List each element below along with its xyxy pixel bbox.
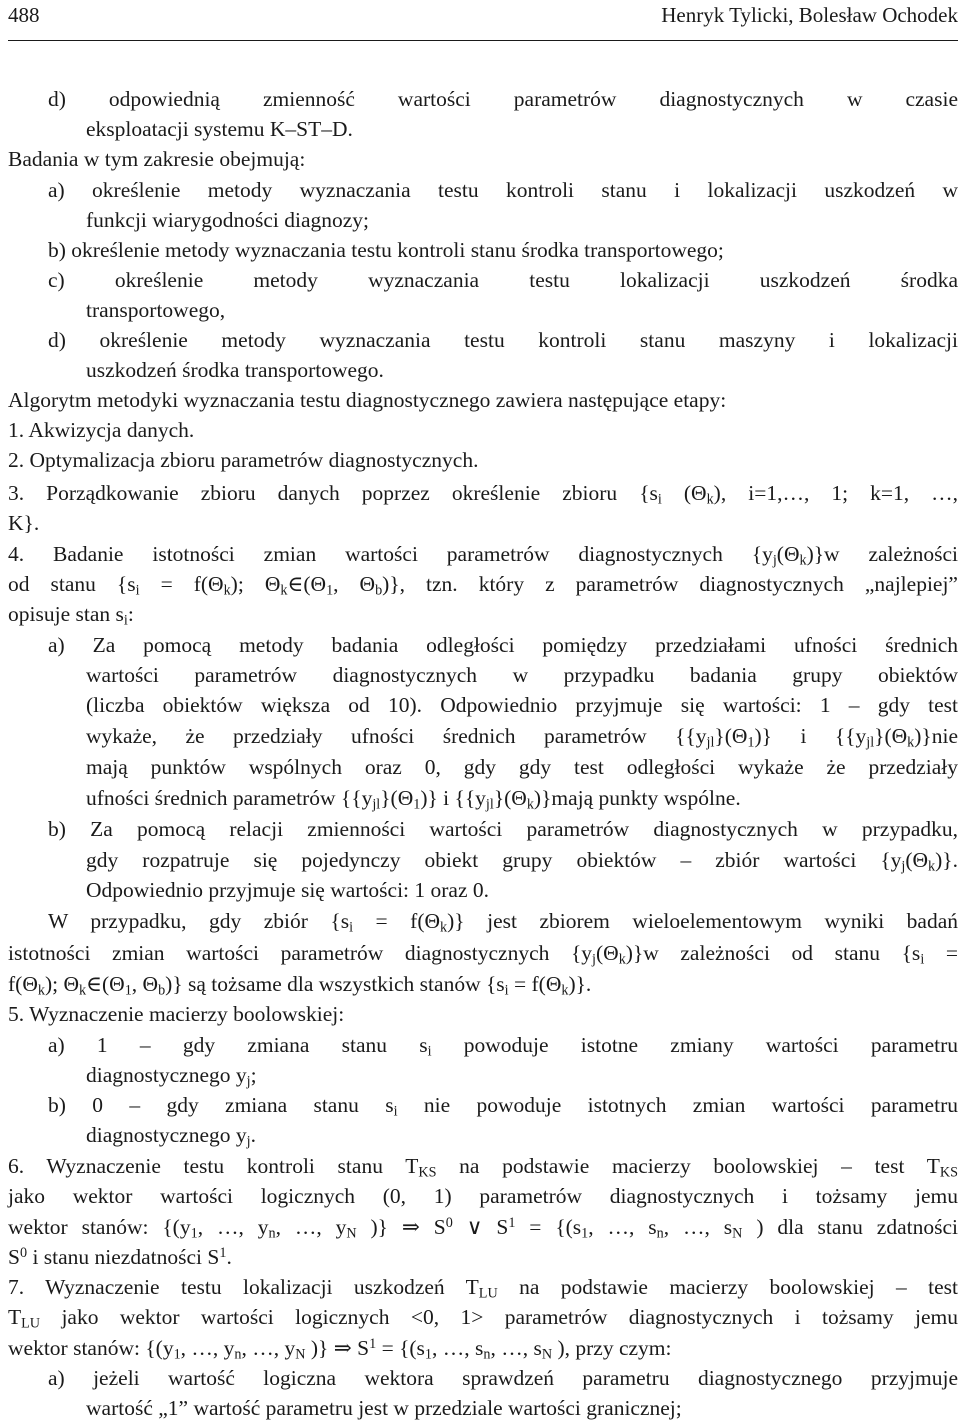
running-header [8,0,958,41]
text-line: mają punktów wspólnych oraz 0, gdy gdy test odległości wykaże że przedziały [86,755,958,779]
text-line: d) określenie metody wyznaczania testu kontroli stanu maszyny i lokalizacji [48,328,958,352]
text-line: W przypadku, gdy zbiór $\{s_i = f(\Theta_k)\}$ jest zbiorem wieloelementowym wyniki badań [48,909,958,936]
text-line: a) określenie metody wyznaczania testu kontroli stanu i lokalizacji uszkodzeń w [48,178,958,202]
text-line: ufności średnich parametrów $\{\{y_{jl}\}(\Theta_1)\}$ i $\{\{y_{jl}\}(\Theta_k)\}mają$ punkty wspólne. [86,786,741,813]
text-line: 4. Badanie istotności zmian wartości parametrów diagnostycznych $\{y_j(\Theta_k)\}w$ zależności [8,542,958,569]
text-line: 3. Porządkowanie zbioru danych poprzez określenie zbioru {$s_i$ $(\Theta_k)$, i=1,…, 1; k=1, …, [8,481,959,508]
text-line: d) odpowiednią zmienność wartości parametrów diagnostycznych w czasie [48,87,958,111]
text-line: b) określenie metody wyznaczania testu kontroli stanu środka transportowego; [48,238,724,262]
text-line: istotności zmian wartości parametrów diagnostycznych $\{y_j(\Theta_k)\}w$ zależności od stanu {$s_i$ = [8,941,958,968]
text-line: 7. Wyznaczenie testu lokalizacji uszkodzeń $T_{LU}$ na podstawie macierzy boolowskiej – test [8,1275,958,1302]
text-line: wektor stanów: {($y_1$, …, $y_n$, …, $y_N$ )} ⇒ $S^0$ ∨ $S^1 = \{(s_1$, …, $s_n$, …, $s_N$ ) dla stanu zdatności [8,1214,958,1242]
text-line: a) jeżeli wartość logiczna wektora sprawdzeń parametru diagnostycznego przyjmuje [48,1366,958,1390]
text-line: funkcji wiarygodności diagnozy; [86,208,370,232]
text-line: c) określenie metody wyznaczania testu lokalizacji uszkodzeń środka [48,268,958,292]
page-number: 488 [8,3,40,27]
text-line: Badania w tym zakresie obejmują: [8,147,306,171]
text-line: opisuje stan $s_i$: [8,602,134,629]
text-line: eksploatacji systemu K–ST–D. [86,117,353,141]
text-line: b) 0 – gdy zmiana stanu $s_i$ nie powoduje istotnych zmian wartości parametru [48,1093,958,1120]
text-line: jako wektor wartości logicznych (0, 1) parametrów diagnostycznych i tożsamy jemu [8,1184,958,1208]
text-line: od stanu {$s_i = f(\Theta_k)$; $\Theta_k\in(\Theta_1$, $\Theta_b$)}, tzn. który z parametrów diagnostycznych „najlepiej” [8,572,958,599]
text-line: diagnostycznego $y_j$; [86,1063,257,1090]
text-line: 2. Optymalizacja zbioru parametrów diagnostycznych. [8,448,479,472]
text-line: wartości parametrów diagnostycznych w przypadku badania grupy obiektów [86,663,958,687]
text-line: uszkodzeń środka transportowego. [86,358,384,382]
text-line: Algorytm metodyki wyznaczania testu diagnostycznego zawiera następujące etapy: [8,388,727,412]
text-line: (liczba obiektów większa od 10). Odpowiednio przyjmuje się wartości: 1 – gdy test [86,693,958,717]
text-line: $T_{LU}$ jako wektor wartości logicznych <0, 1> parametrów diagnostycznych i tożsamy jemu [8,1305,958,1332]
text-line: wykaże, że przedziały ufności średnich parametrów $\{\{y_{jl}\}(\Theta_1)\}$ i $\{\{y_{jl}\}(\Theta_k)\}nie$ [86,724,958,751]
text-line: wartość „1” wartość parametru jest w przedziale wartości granicznej; [86,1396,682,1420]
text-line: $S^0$ i stanu niezdatności $S^1$. [8,1244,232,1269]
document-page [8,0,959,1420]
text-line: wektor stanów: {($y_1$, …, $y_n$, …, $y_N$ )} ⇒ $S^1 = \{(s_1$, …, $s_n$, …, $s_N$ ), przy czym: [8,1335,672,1363]
text-line: gdy rozpatruje się pojedynczy obiekt grupy obiektów – zbiór wartości $\{y_j(\Theta_k)\}$. [86,848,958,875]
running-header-authors: Henryk Tylicki, Bolesław Ochodek [661,3,958,27]
text-line: 6. Wyznaczenie testu kontroli stanu $T_{KS}$ na podstawie macierzy boolowskiej – test $T_{KS}$ [8,1154,958,1181]
text-line: a) Za pomocą metody badania odległości pomiędzy przedziałami ufności średnich [48,633,958,657]
text-line: transportowego, [86,298,226,322]
text-line: 1. Akwizycja danych. [8,418,195,442]
text-line: diagnostycznego $y_j$. [86,1123,256,1150]
text-line: K}. [8,511,40,535]
text-line: 5. Wyznaczenie macierzy boolowskiej: [8,1002,345,1026]
text-line: a) 1 – gdy zmiana stanu $s_i$ powoduje istotne zmiany wartości parametru [48,1033,958,1060]
text-line: Odpowiednio przyjmuje się wartości: 1 oraz 0. [86,878,490,902]
text-line: b) Za pomocą relacji zmienności wartości parametrów diagnostycznych w przypadku, [48,817,958,841]
text-line: $f(\Theta_k)$; $\Theta_k\in(\Theta_1$, $\Theta_b$)} są tożsame dla wszystkich stanów $\{s_i = f(\Theta_k)\}$. [8,972,592,999]
